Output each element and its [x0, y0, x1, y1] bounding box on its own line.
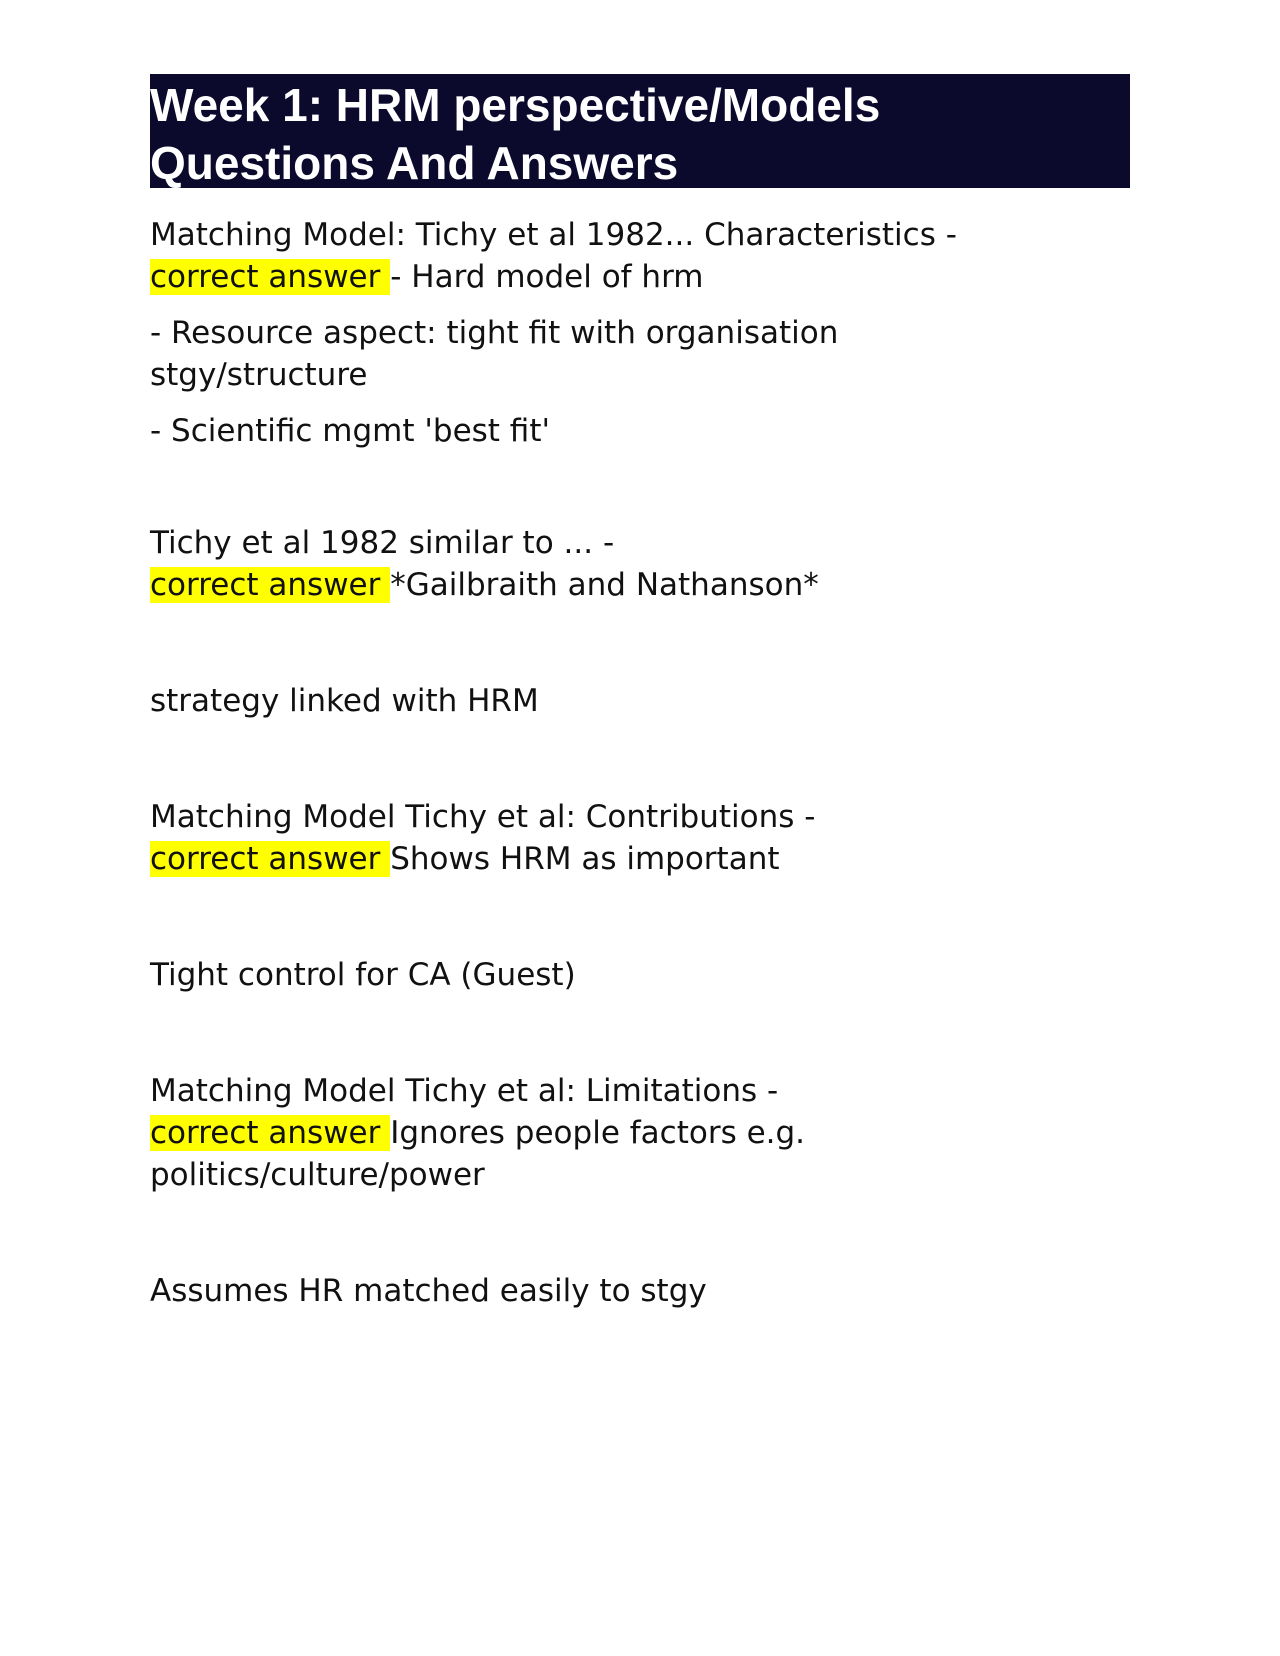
answer-detail: - Resource aspect: tight fit with organisation stgy/structure	[150, 315, 839, 393]
answer-text: - Hard model of hrm	[390, 259, 704, 295]
answer-line	[150, 1112, 870, 1196]
correct-answer-highlight: correct answer	[150, 259, 391, 295]
qa-item-2	[150, 522, 1130, 722]
answer-line	[150, 564, 1130, 606]
correct-answer-highlight: correct answer	[150, 1115, 391, 1151]
answer-text: Shows HRM as important	[390, 841, 780, 877]
answer-detail: strategy linked with HRM	[150, 683, 539, 719]
answer-line	[150, 838, 1130, 880]
question-text: Tichy et al 1982 similar to ... -	[150, 525, 615, 561]
answer-detail: Assumes HR matched easily to stgy	[150, 1273, 707, 1309]
answer-text: Ignores people factors e.g. politics/culture/power	[150, 1115, 806, 1193]
answer-detail: - Scientific mgmt 'best fit'	[150, 413, 551, 449]
page-title-line-1: Week 1: HRM perspective/Models	[150, 79, 881, 131]
qa-item-3	[150, 796, 1130, 996]
correct-answer-highlight: correct answer	[150, 841, 391, 877]
qa-item-4	[150, 1070, 1130, 1312]
question-text: Matching Model Tichy et al: Limitations -	[150, 1073, 779, 1109]
page-title-line-2: Questions And Answers	[150, 137, 679, 189]
correct-answer-highlight: correct answer	[150, 567, 391, 603]
page-title	[150, 74, 1130, 188]
qa-item-1	[150, 214, 1130, 452]
answer-text: *Gailbraith and Nathanson*	[390, 567, 819, 603]
document-page	[150, 74, 1130, 1312]
question-text: Matching Model: Tichy et al 1982... Characteristics -	[150, 217, 957, 253]
question-text: Matching Model Tichy et al: Contributions -	[150, 799, 816, 835]
answer-detail: Tight control for CA (Guest)	[150, 957, 576, 993]
answer-line	[150, 256, 1130, 298]
